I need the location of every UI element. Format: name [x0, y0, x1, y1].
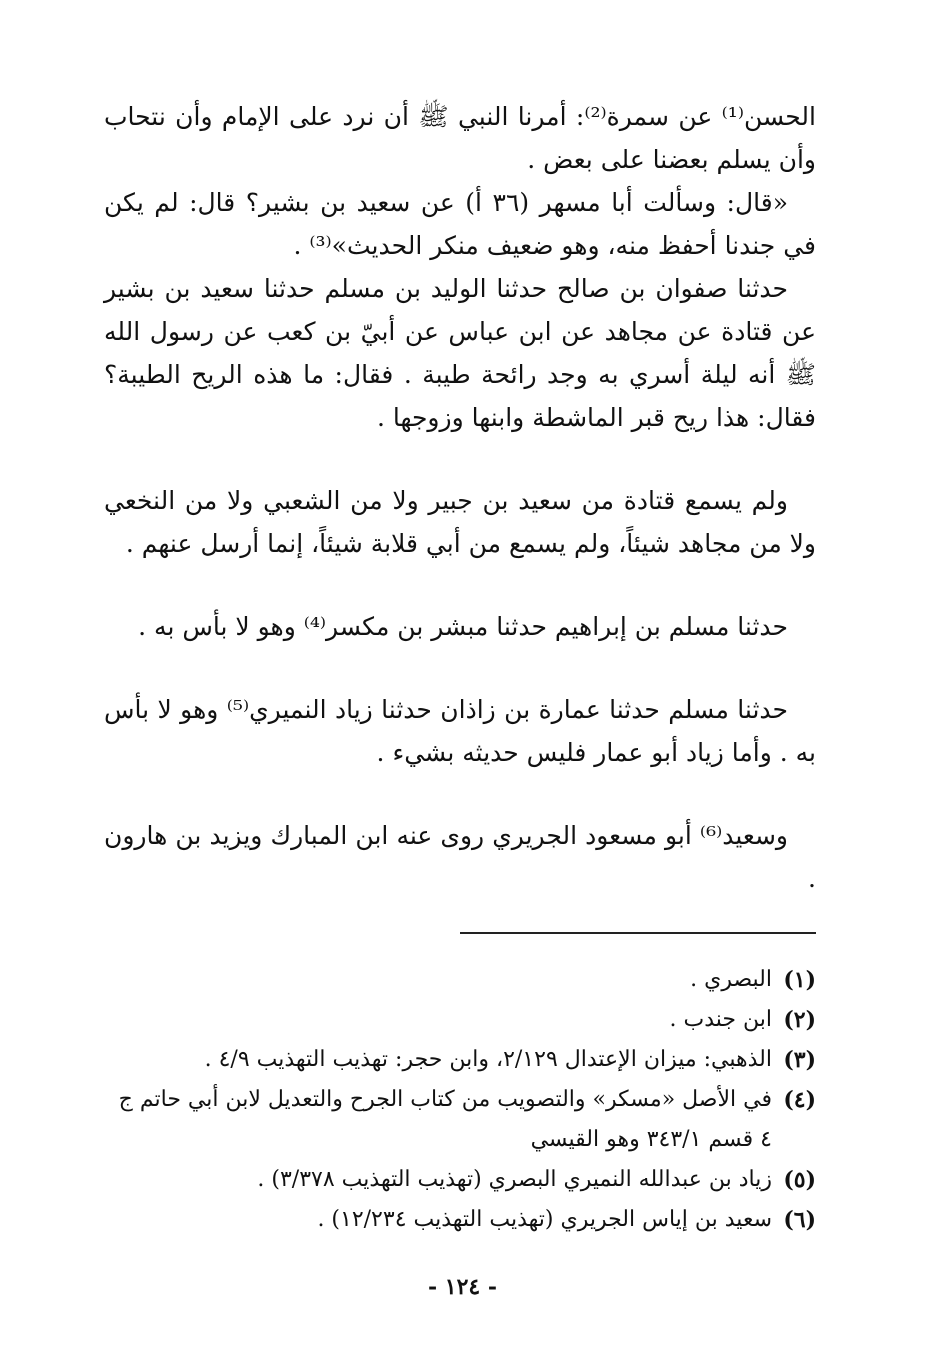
- footnote-number: (٦): [783, 1207, 816, 1233]
- paragraph-1: الحسن⁽¹⁾ عن سمرة⁽²⁾: أمرنا النبي ﷺ أن نرد على الإمام وأن نتحاب وأن يسلم بعضنا على بعض .: [104, 102, 816, 174]
- footnote-5: [104, 1160, 816, 1200]
- paragraph-2: «قال: وسألت أبا مسهر (٣٦ أ) عن سعيد بن بشير؟ قال: لم يكن في جندنا أحفظ منه، وهو ضعيف منكر الحديث»⁽³⁾ .: [104, 188, 816, 260]
- footnote-number: (٣): [783, 1047, 816, 1073]
- paragraph-6: حدثنا مسلم حدثنا عمارة بن زاذان حدثنا زياد النميري⁽⁵⁾ وهو لا بأس به . وأما زياد أبو عمار فليس حديثه بشيء .: [104, 695, 816, 767]
- footnote-text: سعيد بن إياس الجريري (تهذيب التهذيب ١٢/٢٣٤) .: [317, 1207, 772, 1232]
- footnote-number: (٥): [783, 1167, 816, 1193]
- footnote-4: [104, 1080, 816, 1160]
- footnote-number: (٤): [783, 1087, 816, 1113]
- main-text: [104, 95, 816, 900]
- footnotes: [104, 960, 816, 1240]
- footnote-text: زياد بن عبدالله النميري البصري (تهذيب التهذيب ٣/٣٧٨) .: [257, 1167, 772, 1192]
- footnote-number: (١): [783, 967, 816, 993]
- page-number: - ١٢٤ -: [427, 1274, 498, 1300]
- footnote-1: [104, 960, 816, 1000]
- paragraph-4: ولم يسمع قتادة من سعيد بن جبير ولا من الشعبي ولا من النخعي ولا من مجاهد شيئاً، ولم يسمع من أبي قلابة شيئاً، إنما أرسل عنهم .: [104, 486, 816, 558]
- paragraph-7: وسعيد⁽⁶⁾ أبو مسعود الجريري روى عنه ابن المبارك ويزيد بن هارون .: [104, 821, 816, 893]
- paragraph-5: حدثنا مسلم بن إبراهيم حدثنا مبشر بن مكسر⁽⁴⁾ وهو لا بأس به .: [138, 612, 788, 641]
- footnote-text: الذهبي: ميزان الإعتدال ٢/١٢٩، وابن حجر: تهذيب التهذيب ٤/٩ .: [204, 1047, 772, 1072]
- footnote-number: (٢): [783, 1007, 816, 1033]
- footnote-separator: [460, 932, 816, 934]
- footnote-6: [104, 1200, 816, 1240]
- footnote-2: [104, 1000, 816, 1040]
- footnote-text: في الأصل «مسكر» والتصويب من كتاب الجرح والتعديل لابن أبي حاتم ج ٤ قسم ٣٤٣/١ وهو القيسي: [118, 1087, 772, 1152]
- paragraph-3: حدثنا صفوان بن صالح حدثنا الوليد بن مسلم حدثنا سعيد بن بشير عن قتادة عن مجاهد عن ابن عباس عن أبيّ بن كعب عن رسول الله ﷺ أنه ليلة أسري به وجد رائحة طيبة . فقال: ما هذه الريح الطيبة؟ فقال: هذا ريح قبر الماشطة وابنها وزوجها .: [104, 274, 816, 432]
- footnote-text: البصري .: [690, 967, 772, 992]
- footnote-text: ابن جندب .: [669, 1007, 772, 1032]
- footnote-3: [104, 1040, 816, 1080]
